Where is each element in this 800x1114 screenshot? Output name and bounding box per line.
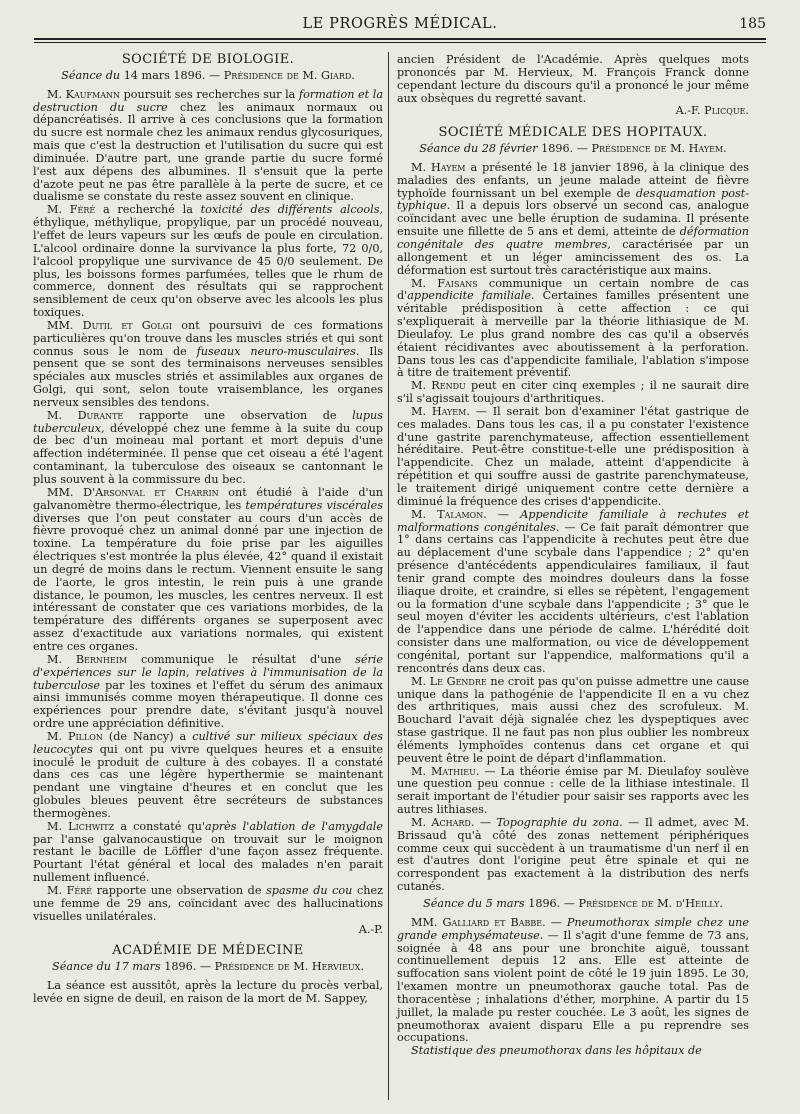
paragraph: M. Achard. — Topographie du zona. — Il admet, avec M. Brissaud qu'à côté des zonas nettement périphériques comme ceux qui succèdent à un traumatisme d'un nerf il en est d'autres dont l'origine peut être spinale et qui ne correspondent pas exactement à la distribution des nerfs cutanés. xyxy=(397,815,750,894)
seance-line: Séance du 5 mars 1896. — Présidence de M. d'Heilly. xyxy=(423,897,723,910)
seance-line: Séance du 14 mars 1896. — Présidence de M. Giard. xyxy=(61,68,355,82)
page-number: 185 xyxy=(739,16,766,32)
running-header xyxy=(34,16,766,36)
signature: A.-F. Plicque. xyxy=(675,104,749,118)
paragraph: M. Mathieu. — La théorie émise par M. Dieulafoy soulève une question peu connue : celle de la lithiase intestinale. Il serait important de l'étudier pour saisir ses rapports avec les autres lithiases. xyxy=(397,764,749,817)
paragraph: MM. Dutil et Golgi ont poursuivi de ces formations particulières qu'on trouve dans les muscles striés et qui sont connus sous le nom de fuseaux neuro-musculaires. Ils pensent que se sont des terminaisons nerveuses sensibles spéciales aux muscles striés et assimilables aux organes de Golgi, qui sont, selon toute vraisemblance, les organes nerveux sensibles des tendons. xyxy=(33,318,383,409)
paragraph: M. Hayem a présenté le 18 janvier 1896, à la clinique des maladies des enfants, un jeune malade atteint de fièvre typhoïde fournissant un bel exemple de desquamation post-typhique. Il a depuis lors observé un second cas, analogue coïncidant avec une belle éruption de sudamina. Il présente ensuite une fillette de 5 ans et demi, atteinte de déformation congénitale des quatre membres, caractérisée par un allongement et un léger amincissement des os. La déformation est surtout très caractéristique aux mains. xyxy=(397,160,750,277)
paragraph: ancien Président de l'Académie. Après quelques mots prononcés par M. Hervieux, M. François Franck donne cependant lecture du discours qu'il a prononcé le jour même aux obsèques du regretté savant. xyxy=(397,53,749,105)
header-rule-thick xyxy=(34,38,766,40)
paragraph: M. Kaufmann poursuit ses recherches sur la formation et la destruction du sucre chez les animaux normaux ou dépancréatisés. Il arrive à ces conclusions que la formation du sucre est normale chez les animaux rendus glycosuriques, mais que c'est la destruction et l'utilisation du sucre qui est diminuée. D'autre part, une grande partie du sucre formé l'est aux dépens des albumines. Il s'ensuit que la perte d'azote peut ne pas être parallèle à la perte de sucre, et ce dualisme se constate du reste assez souvent en clinique. xyxy=(33,87,384,204)
column-divider xyxy=(388,52,389,1100)
seance-line: Séance du 17 mars 1896. — Présidence de M. Hervieux. xyxy=(52,960,364,974)
paragraph: M. Durante rapporte une observation de lupus tuberculeux, développé chez une femme à la suite du coup de bec d'un moineau mal portant et mort depuis d'une affection indéterminée. Il pense que cet oiseau a été l'agent contaminant, la tuberculose des oiseaux se cantonnant le plus souvent à la commissure du bec. xyxy=(33,408,384,486)
paragraph: Statistique des pneumothorax dans les hôpitaux de xyxy=(411,1044,702,1058)
paragraph: M. Talamon. — Appendicite familiale à rechutes et malformations congénitales. — Ce fait paraît démontrer que 1° dans certains cas l'appendicite à rechutes peut être due au déplacement d'une scybale dans l'appendice ; 2° qu'en présence d'antécédents appendiculaires familiaux, il faut tenir grand compte des moindres douleurs dans la fosse iliaque droite, et craindre, si elles se répètent, l'engagement ou la formation d'une scybale dans l'appendicite ; 3° que le seul moyen d'éviter les accidents ultérieurs, c'est l'ablation de l'appendice dans une période de calme. L'hérédité doit consister dans une malformation, ou vice de développement congénital, portant sur l'appendice, malformations qu'il a rencontrés dans deux cas. xyxy=(397,507,750,675)
section-title-academie: ACADÉMIE DE MÉDECINE xyxy=(112,943,304,959)
journal-title: LE PROGRÈS MÉDICAL. xyxy=(302,16,498,32)
paragraph: M. Pillon (de Nancy) a cultivé sur milieux spéciaux des leucocytes qui ont pu vivre quelques heures et a ensuite inoculé le produit de culture à des cobayes. Il a constaté dans ces cas une légère hyperthermie se maintenant pendant une vingtaine d'heures et en conclut que les globules bleues peuvent être secréteurs de substances thermogènes. xyxy=(33,729,383,820)
paragraph: M. Féré a recherché la toxicité des différents alcools, éthylique, méthylique, propylique, par un procédé nouveau, l'effet de leurs vapeurs sur les œufs de poule en circulation. L'alcool ordinaire donne la survivance la plus forte, 72 0/0, l'alcool propylique une survivance de 45 0/0 seulement. De plus, les boissons formes parfumées, telles que le rhum de commerce, donnent des résultats qui se rapprochent sensiblement de ceux qu'on observe avec les alcools les plus toxiques. xyxy=(33,203,383,320)
paragraph: MM. D'Arsonval et Charrin ont étudié à l'aide d'un galvanomètre thermo-électrique, les températures viscérales diverses que l'on peut constater au cours d'un accès de fièvre provoqué chez un animal donné par une injection de toxine. La température du foie prise par les aiguilles électriques s'est montrée la plus élevée, 42° quand il existait un degré de moins dans le rectum. Viennent ensuite le sang de l'aorte, le gros intestin, le rein puis à une grande distance, le poumon, les muscles, les centres nerveux. Il est intéressant de constater que ces variations morbides, de la température des différents organes se superposent avec assez d'exactitude aux variations normales, qui existent entre ces organes. xyxy=(33,485,383,653)
left-column xyxy=(33,54,383,1006)
paragraph: M. Rendu peut en citer cinq exemples ; il ne saurait dire s'il s'agissait toujours d'arthritiques. xyxy=(397,379,749,406)
paragraph: MM. Galliard et Babbe. — Pneumothorax simple chez une grande emphysémateuse. — Il s'agit d'une femme de 73 ans, soignée à 48 ans pour une bronchite aiguë, toussant continuellement depuis 12 ans. Elle est atteinte de suffocation sans violent point de côté le 19 juin 1895. Le 30, l'examen montre un pneumothorax gauche total. Pas de thoracentèse ; inhalations d'éther, morphine. A partir du 15 juillet, la malade pu rester couchée. Le 3 août, les signes de pneumothorax avaient disparu Elle a pu reprendre ses occupations. xyxy=(397,915,749,1045)
right-column xyxy=(397,54,749,1058)
paragraph: M. Féré rapporte une observation de spasme du cou chez une femme de 29 ans, coïncidant avec des hallucinations visuelles unilatérales. xyxy=(33,884,383,923)
paragraph: M. Hayem. — Il serait bon d'examiner l'état gastrique de ces malades. Dans tous les cas, il a pu constater l'existence d'une gastrite parenchymateuse, affection essentiellement héréditaire. Peut-être constitue-t-elle une prédisposition à l'appendicite. Chez un malade, atteint d'appendicite à répétition et qui souffre aussi de gastrite parenchymateuse, le traitement dirigé uniquement contre cette dernière a diminué la fréquence des crises d'appendicite. xyxy=(397,404,749,508)
signature: A.-P. xyxy=(358,922,383,936)
section-title-societe-medicale: SOCIÉTÉ MÉDICALE DES HOPITAUX. xyxy=(438,125,708,141)
section-title-societe-biologie: SOCIÉTÉ DE BIOLOGIE. xyxy=(121,52,295,67)
paragraph: La séance est aussitôt, après la lecture du procès verbal, levée en signe de deuil, en raison de la mort de M. Sappey, xyxy=(33,979,383,1005)
header-rule-thin xyxy=(34,42,766,43)
paragraph: M. Lichwitz a constaté qu'après l'ablation de l'amygdale par l'anse galvanocaustique on trouvait sur le moignon restant le bacille de Löffler d'une façon assez fréquente. Pourtant l'état général et local des malades n'en parait nullement influencé. xyxy=(33,819,383,885)
paragraph: M. Bernheim communique le résultat d'une série d'expériences sur le lapin, relatives à l'immunisation de la tuberculose par les toxines et l'effet du sérum des animaux ainsi immunisés comme moyen thérapeutique. Il donne ces expériences pour prendre date, s'évitant jusqu'à nouvel ordre une appréciation définitive. xyxy=(33,652,384,731)
paragraph: M. Le Gendre ne croit pas qu'on puisse admettre une cause unique dans la pathogénie de l'appendicite Il en a vu chez des arthritiques, mais aussi chez des scrofuleux. M. Bouchard l'avait déjà signalée chez les dyspeptiques avec stase gastrique. Il ne faut pas non plus oublier les nombreux éléments lymphoïdes contenus dans cet organe et qui peuvent être le point de départ d'inflammation. xyxy=(397,674,749,765)
seance-line: Séance du 28 février 1896. — Présidence de M. Hayem. xyxy=(419,142,727,156)
paragraph: M. Faisans communique un certain nombre de cas d'appendicite familiale. Certaines familles présentent une véritable prédisposition à cette affection : ce qui s'expliquerait à merveille par la théorie lithiasique de M. Dieulafoy. Le plus grand nombre des cas qu'il a observés étaient récidivantes avec aboutissement à la perforation. Dans tous les cas d'appendicite familiale, l'ablation s'impose à titre de traitement préventif. xyxy=(397,276,749,380)
